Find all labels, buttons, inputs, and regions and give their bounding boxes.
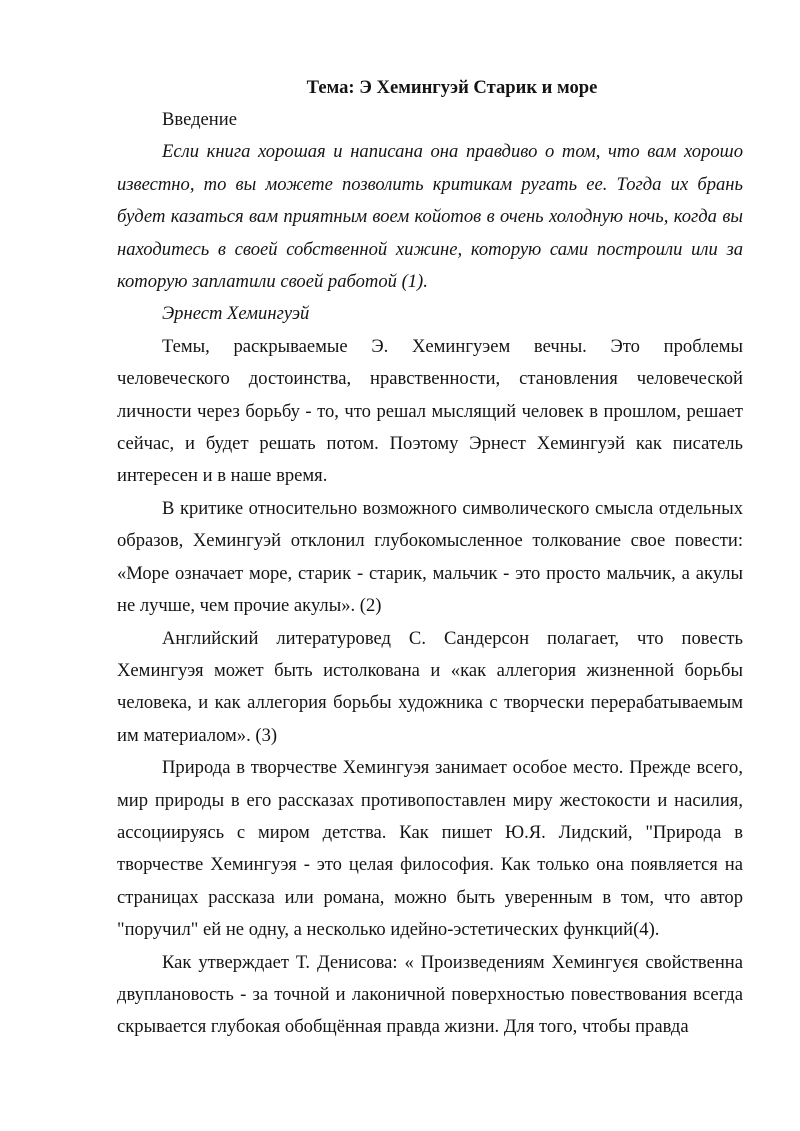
- epigraph: Если книга хорошая и написана она правдиво о том, что вам хорошо известно, то вы можете позволить критикам ругать ее. Тогда их брань будет казаться вам приятным воем койотов в очень холодную ночь, когда вы находитесь в своей собственной хижине, которую сами построили или за которую заплатили своей работой (1).: [117, 141, 743, 293]
- paragraph: Природа в творчестве Хемингуэя занимает особое место. Прежде всего, мир природы в его рассказах противопоставлен миру жестокости и насилия, ассоциируясь с миром детства. Как пишет Ю.Я. Лидский, "Природа в творчестве Хемингуэя - это целая философия. Как только она появляется на страницах рассказа или романа, можно быть уверенным в том, что автор "поручил" ей не одну, а несколько идейно-эстетических функций(4).: [117, 757, 743, 941]
- document-title: Тема: Э Хемингуэй Старик и море: [306, 77, 598, 98]
- document-page: [117, 72, 743, 1044]
- epigraph-author: Эрнест Хемингуэй: [162, 303, 310, 325]
- intro-heading: Введение: [162, 109, 237, 130]
- paragraph: В критике относительно возможного символического смысла отдельных образов, Хемингуэй отклонил глубокомысленное толкование свое повести: «Море означает море, старик - старик, мальчик - это просто мальчик, а акулы не лучше, чем прочие акулы». (2): [117, 497, 743, 617]
- paragraph: Как утверждает Т. Денисова: « Произведениям Хемингуєя свойственна двуплановость - за точной и лаконичной поверхностью повествования всегда скрывается глубокая обобщённая правда жизни. Для того, чтобы правда: [117, 951, 743, 1038]
- paragraph: Английский литературовед С. Сандерсон полагает, что повесть Хемингуэя может быть истолкована и «как аллегория жизненной борьбы человека, и как аллегория борьбы художника с творчески перерабатываемым им материалом». (3): [117, 627, 743, 746]
- paragraph: Темы, раскрываемые Э. Хемингуэем вечны. Это проблемы человеческого достоинства, нравственности, становления человеческой личности через борьбу - то, что решал мыслящий человек в прошлом, решает сейчас, и будет решать потом. Поэтому Эрнест Хемингуэй как писатель интересен и в наше время.: [117, 335, 743, 487]
